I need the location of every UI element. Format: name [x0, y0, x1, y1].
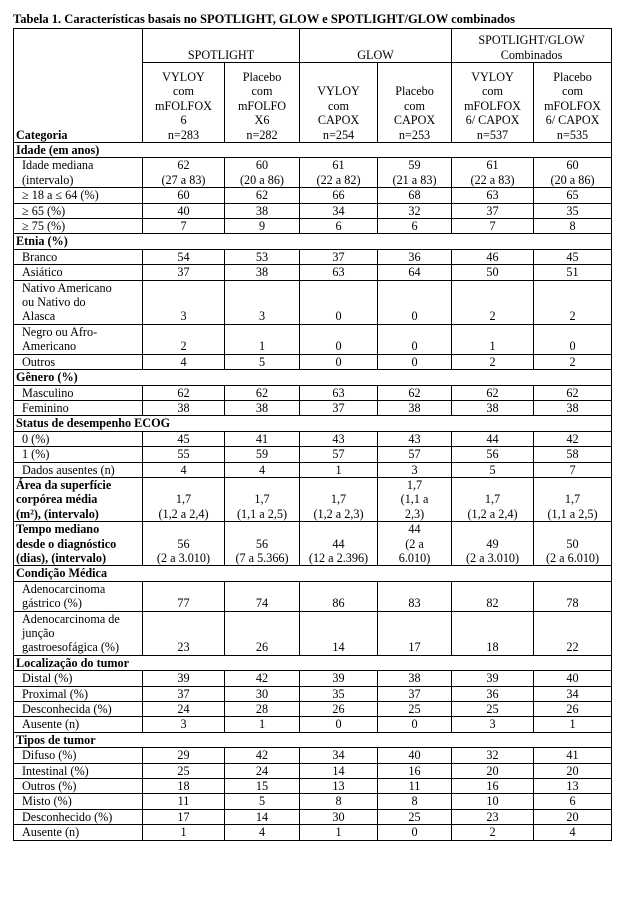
table-cell: 25	[378, 702, 452, 717]
table-cell: 3	[452, 717, 534, 732]
table-cell: 1	[452, 324, 534, 354]
group-header-combined: SPOTLIGHT/GLOW Combinados	[452, 29, 612, 63]
table-cell: 1,7 (1,2 a 2,3)	[300, 477, 378, 521]
table-cell: 37	[143, 265, 225, 280]
table-cell: 0	[300, 354, 378, 369]
table-cell: 62	[534, 385, 612, 400]
row-label: ≥ 75 (%)	[14, 219, 143, 234]
table-cell: 9	[225, 219, 300, 234]
table-cell: 61 (22 a 83)	[452, 158, 534, 188]
table-cell: 62	[225, 385, 300, 400]
table-cell: 60 (20 a 86)	[225, 158, 300, 188]
table-row	[14, 748, 612, 763]
table-cell: 25	[452, 702, 534, 717]
section-title: Condição Médica	[14, 566, 612, 581]
table-cell: 2	[534, 280, 612, 324]
row-label: Adenocarcinoma gástrico (%)	[14, 581, 143, 611]
table-cell: 4	[225, 462, 300, 477]
row-label: Idade mediana (intervalo)	[14, 158, 143, 188]
row-label: Desconhecida (%)	[14, 702, 143, 717]
table-cell: 32	[452, 748, 534, 763]
table-cell: 17	[378, 611, 452, 655]
table-cell: 38	[534, 400, 612, 415]
table-cell: 14	[300, 763, 378, 778]
table-cell: 26	[225, 611, 300, 655]
row-label: Ausente (n)	[14, 717, 143, 732]
table-cell: 2	[143, 324, 225, 354]
table-row	[14, 763, 612, 778]
table-cell: 35	[534, 203, 612, 218]
table-cell: 40	[534, 671, 612, 686]
table-cell: 62	[452, 385, 534, 400]
table-cell: 40	[143, 203, 225, 218]
table-cell: 3	[378, 462, 452, 477]
section-title: Idade (em anos)	[14, 143, 612, 158]
table-row	[14, 794, 612, 809]
column-header: VYLOY com CAPOX n=254	[300, 63, 378, 143]
table-cell: 18	[452, 611, 534, 655]
table-cell: 23	[143, 611, 225, 655]
table-cell: 1	[143, 825, 225, 840]
table-cell: 65	[534, 188, 612, 203]
table-cell: 25	[143, 763, 225, 778]
table-row	[14, 809, 612, 824]
table-cell: 5	[225, 354, 300, 369]
table-cell: 39	[143, 671, 225, 686]
table-row	[14, 385, 612, 400]
table-cell: 41	[534, 748, 612, 763]
table-row	[14, 324, 612, 354]
row-label: Misto (%)	[14, 794, 143, 809]
table-cell: 3	[143, 717, 225, 732]
table-row	[14, 702, 612, 717]
table-cell: 34	[534, 686, 612, 701]
row-label: Adenocarcinoma de junção gastroesofágica (%)	[14, 611, 143, 655]
table-cell: 59 (21 a 83)	[378, 158, 452, 188]
table-cell: 3	[225, 280, 300, 324]
table-cell: 62	[378, 385, 452, 400]
row-label: Feminino	[14, 400, 143, 415]
table-cell: 34	[300, 203, 378, 218]
table-cell: 63	[300, 385, 378, 400]
table-cell: 22	[534, 611, 612, 655]
table-cell: 0	[378, 717, 452, 732]
table-cell: 16	[452, 779, 534, 794]
table-cell: 11	[143, 794, 225, 809]
table-cell: 54	[143, 249, 225, 264]
row-label: ≥ 65 (%)	[14, 203, 143, 218]
table-cell: 0	[378, 825, 452, 840]
table-cell: 37	[300, 400, 378, 415]
table-row	[14, 158, 612, 188]
row-label: Intestinal (%)	[14, 763, 143, 778]
table-cell: 11	[378, 779, 452, 794]
table-cell: 6	[534, 794, 612, 809]
table-cell: 26	[534, 702, 612, 717]
table-cell: 24	[225, 763, 300, 778]
table-cell: 38	[143, 400, 225, 415]
section-row	[14, 655, 612, 670]
table-cell: 5	[225, 794, 300, 809]
table-cell: 1	[225, 324, 300, 354]
table-cell: 32	[378, 203, 452, 218]
table-cell: 0	[378, 280, 452, 324]
table-row	[14, 825, 612, 840]
table-cell: 8	[534, 219, 612, 234]
table-cell: 62	[143, 385, 225, 400]
table-cell: 30	[300, 809, 378, 824]
table-cell: 37	[143, 686, 225, 701]
table-cell: 46	[452, 249, 534, 264]
table-cell: 17	[143, 809, 225, 824]
table-cell: 8	[378, 794, 452, 809]
table-cell: 82	[452, 581, 534, 611]
group-header-glow: GLOW	[300, 29, 452, 63]
table-cell: 44 (12 a 2.396)	[300, 522, 378, 566]
table-cell: 57	[300, 447, 378, 462]
category-header: Categoria	[14, 29, 143, 143]
table-cell: 37	[452, 203, 534, 218]
section-row	[14, 234, 612, 249]
table-row	[14, 265, 612, 280]
table-cell: 37	[300, 249, 378, 264]
row-label: Ausente (n)	[14, 825, 143, 840]
table-row	[14, 581, 612, 611]
table-cell: 2	[452, 825, 534, 840]
table-cell: 30	[225, 686, 300, 701]
table-cell: 29	[143, 748, 225, 763]
table-cell: 43	[300, 431, 378, 446]
table-row	[14, 280, 612, 324]
row-label: Proximal (%)	[14, 686, 143, 701]
table-cell: 4	[143, 354, 225, 369]
table-cell: 66	[300, 188, 378, 203]
table-cell: 60 (20 a 86)	[534, 158, 612, 188]
table-cell: 38	[452, 400, 534, 415]
section-row	[14, 416, 612, 431]
table-cell: 2	[452, 280, 534, 324]
table-cell: 53	[225, 249, 300, 264]
table-cell: 15	[225, 779, 300, 794]
table-cell: 0	[300, 717, 378, 732]
table-cell: 83	[378, 581, 452, 611]
table-cell: 0	[534, 324, 612, 354]
table-cell: 6	[300, 219, 378, 234]
table-cell: 4	[225, 825, 300, 840]
table-row	[14, 779, 612, 794]
table-row	[14, 188, 612, 203]
table-title: Tabela 1. Características basais no SPOTLIGHT, GLOW e SPOTLIGHT/GLOW combinados	[13, 12, 516, 26]
table-cell: 44 (2 a 6.010)	[378, 522, 452, 566]
document	[13, 12, 617, 841]
row-label: Nativo Americano ou Nativo do Alasca	[14, 280, 143, 324]
table-row	[14, 354, 612, 369]
table-cell: 40	[378, 748, 452, 763]
table-row	[14, 431, 612, 446]
table-cell: 20	[534, 809, 612, 824]
section-row	[14, 370, 612, 385]
section-row	[14, 566, 612, 581]
table-cell: 3	[143, 280, 225, 324]
table-cell: 50 (2 a 6.010)	[534, 522, 612, 566]
row-label: Difuso (%)	[14, 748, 143, 763]
table-cell: 16	[378, 763, 452, 778]
table-cell: 38	[225, 265, 300, 280]
table-cell: 0	[300, 324, 378, 354]
table-row	[14, 717, 612, 732]
row-label: Desconhecido (%)	[14, 809, 143, 824]
table-cell: 28	[225, 702, 300, 717]
table-row	[14, 477, 612, 521]
table-cell: 56 (7 a 5.366)	[225, 522, 300, 566]
section-title: Tipos de tumor	[14, 732, 612, 747]
table-cell: 38	[378, 400, 452, 415]
row-label: Área da superfície corpórea média (m²), (intervalo)	[14, 477, 143, 521]
table-cell: 0	[300, 280, 378, 324]
row-label: Tempo mediano desde o diagnóstico (dias), (intervalo)	[14, 522, 143, 566]
row-label: Distal (%)	[14, 671, 143, 686]
table-cell: 4	[534, 825, 612, 840]
table-cell: 63	[300, 265, 378, 280]
row-label: 1 (%)	[14, 447, 143, 462]
table-row	[14, 671, 612, 686]
table-cell: 36	[452, 686, 534, 701]
table-cell: 56 (2 a 3.010)	[143, 522, 225, 566]
row-label: Branco	[14, 249, 143, 264]
table-cell: 77	[143, 581, 225, 611]
table-cell: 34	[300, 748, 378, 763]
table-cell: 7	[452, 219, 534, 234]
table-cell: 5	[452, 462, 534, 477]
column-header: VYLOY com mFOLFOX 6/ CAPOX n=537	[452, 63, 534, 143]
table-cell: 38	[225, 203, 300, 218]
table-cell: 7	[143, 219, 225, 234]
table-cell: 1,7 (1,2 a 2,4)	[452, 477, 534, 521]
table-row	[14, 447, 612, 462]
section-title: Status de desempenho ECOG	[14, 416, 612, 431]
table-row	[14, 249, 612, 264]
table-cell: 60	[143, 188, 225, 203]
row-label: Outros	[14, 354, 143, 369]
table-cell: 38	[378, 671, 452, 686]
table-cell: 10	[452, 794, 534, 809]
table-cell: 58	[534, 447, 612, 462]
table-cell: 49 (2 a 3.010)	[452, 522, 534, 566]
table-cell: 51	[534, 265, 612, 280]
table-cell: 68	[378, 188, 452, 203]
table-cell: 7	[534, 462, 612, 477]
table-cell: 42	[225, 671, 300, 686]
table-cell: 50	[452, 265, 534, 280]
table-cell: 37	[378, 686, 452, 701]
row-label: Dados ausentes (n)	[14, 462, 143, 477]
table-cell: 45	[143, 431, 225, 446]
section-title: Localização do tumor	[14, 655, 612, 670]
table-cell: 20	[534, 763, 612, 778]
section-title: Etnia (%)	[14, 234, 612, 249]
table-row	[14, 462, 612, 477]
column-header: Placebo com mFOLFOX 6/ CAPOX n=535	[534, 63, 612, 143]
table-cell: 8	[300, 794, 378, 809]
table-cell: 38	[225, 400, 300, 415]
table-cell: 1,7 (1,1 a 2,5)	[225, 477, 300, 521]
table-cell: 44	[452, 431, 534, 446]
table-cell: 26	[300, 702, 378, 717]
table-cell: 13	[534, 779, 612, 794]
baseline-characteristics-table	[13, 28, 612, 841]
table-row	[14, 203, 612, 218]
table-cell: 6	[378, 219, 452, 234]
table-cell: 59	[225, 447, 300, 462]
group-header-spotlight: SPOTLIGHT	[143, 29, 300, 63]
table-cell: 0	[378, 354, 452, 369]
row-label: Negro ou Afro- Americano	[14, 324, 143, 354]
table-cell: 2	[452, 354, 534, 369]
table-cell: 42	[534, 431, 612, 446]
table-row	[14, 219, 612, 234]
table-cell: 1,7 (1,2 a 2,4)	[143, 477, 225, 521]
column-header: VYLOY com mFOLFOX 6 n=283	[143, 63, 225, 143]
table-cell: 2	[534, 354, 612, 369]
row-label: Outros (%)	[14, 779, 143, 794]
table-row	[14, 522, 612, 566]
row-label: ≥ 18 a ≤ 64 (%)	[14, 188, 143, 203]
table-cell: 61 (22 a 82)	[300, 158, 378, 188]
column-header: Placebo com CAPOX n=253	[378, 63, 452, 143]
table-cell: 1	[534, 717, 612, 732]
table-cell: 57	[378, 447, 452, 462]
section-row	[14, 143, 612, 158]
table-cell: 14	[225, 809, 300, 824]
table-cell: 24	[143, 702, 225, 717]
column-header: Placebo com mFOLFO X6 n=282	[225, 63, 300, 143]
table-cell: 1	[225, 717, 300, 732]
table-cell: 62	[225, 188, 300, 203]
table-row	[14, 611, 612, 655]
table-cell: 55	[143, 447, 225, 462]
table-row	[14, 400, 612, 415]
table-cell: 63	[452, 188, 534, 203]
table-cell: 74	[225, 581, 300, 611]
table-cell: 86	[300, 581, 378, 611]
table-cell: 1,7 (1,1 a 2,5)	[534, 477, 612, 521]
table-cell: 39	[452, 671, 534, 686]
table-cell: 42	[225, 748, 300, 763]
table-cell: 78	[534, 581, 612, 611]
table-cell: 25	[378, 809, 452, 824]
table-cell: 14	[300, 611, 378, 655]
row-label: 0 (%)	[14, 431, 143, 446]
table-cell: 1,7 (1,1 a 2,3)	[378, 477, 452, 521]
table-cell: 45	[534, 249, 612, 264]
table-cell: 1	[300, 825, 378, 840]
table-row	[14, 686, 612, 701]
table-cell: 64	[378, 265, 452, 280]
table-cell: 39	[300, 671, 378, 686]
table-cell: 43	[378, 431, 452, 446]
table-cell: 18	[143, 779, 225, 794]
section-title: Gênero (%)	[14, 370, 612, 385]
table-cell: 20	[452, 763, 534, 778]
table-cell: 1	[300, 462, 378, 477]
table-cell: 62 (27 a 83)	[143, 158, 225, 188]
row-label: Masculino	[14, 385, 143, 400]
row-label: Asiático	[14, 265, 143, 280]
table-cell: 36	[378, 249, 452, 264]
table-cell: 4	[143, 462, 225, 477]
table-cell: 0	[378, 324, 452, 354]
table-cell: 23	[452, 809, 534, 824]
section-row	[14, 732, 612, 747]
table-cell: 35	[300, 686, 378, 701]
table-cell: 41	[225, 431, 300, 446]
table-cell: 56	[452, 447, 534, 462]
table-cell: 13	[300, 779, 378, 794]
